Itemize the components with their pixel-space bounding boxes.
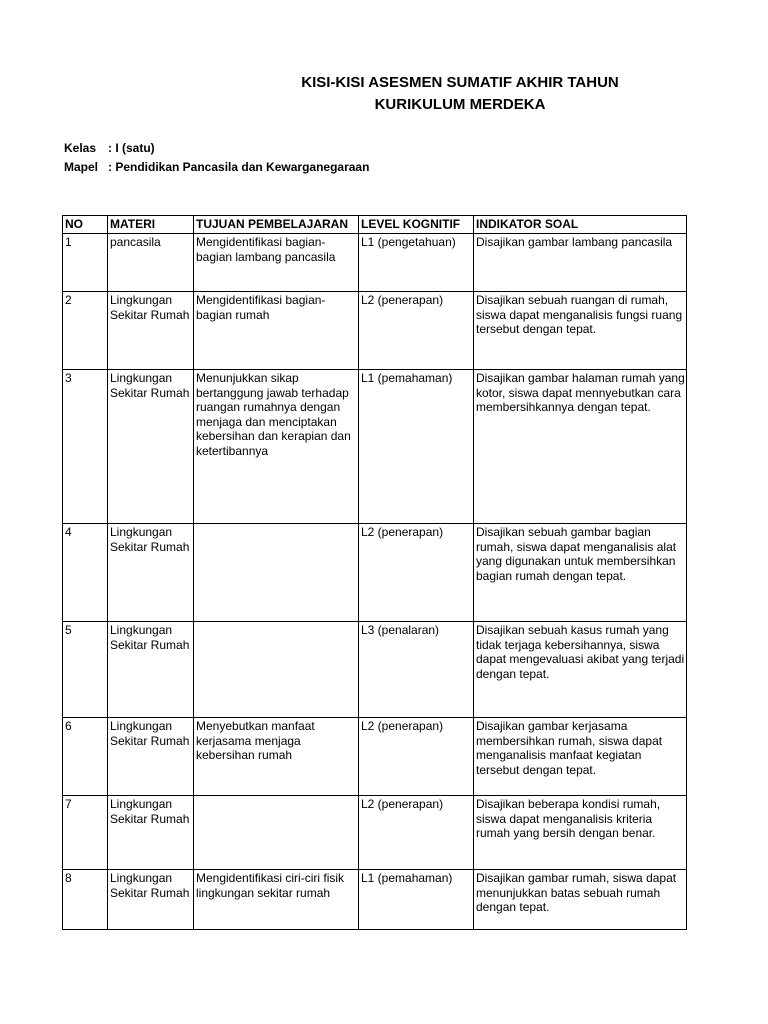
table-header-row <box>63 216 687 234</box>
kisi-kisi-table <box>62 215 687 930</box>
document-title <box>230 72 690 116</box>
cell-tujuan: Menyebutkan manfaat kerjasama menjaga kebersihan rumah <box>194 718 359 796</box>
cell-tujuan: Menunjukkan sikap bertanggung jawab terhadap ruangan rumahnya dengan menjaga dan menciptakan kebersihan dan kerapian dan ketertibannya <box>194 370 359 524</box>
cell-no: 1 <box>63 234 108 292</box>
cell-no: 3 <box>63 370 108 524</box>
table-row <box>63 718 687 796</box>
cell-indikator: Disajikan beberapa kondisi rumah, siswa dapat menganalisis kriteria rumah yang bersih dengan benar. <box>474 796 687 870</box>
cell-indikator: Disajikan sebuah gambar bagian rumah, siswa dapat menganalisis alat yang digunakan untuk membersihkan bagian rumah dengan tepat. <box>474 524 687 622</box>
table-row <box>63 370 687 524</box>
table-row <box>63 622 687 718</box>
cell-tujuan <box>194 524 359 622</box>
cell-materi: pancasila <box>108 234 194 292</box>
cell-indikator: Disajikan gambar rumah, siswa dapat menunjukkan batas sebuah rumah dengan tepat. <box>474 870 687 930</box>
table-row <box>63 524 687 622</box>
mapel-label: Mapel <box>64 160 99 174</box>
cell-no: 5 <box>63 622 108 718</box>
cell-level: L2 (penerapan) <box>359 524 474 622</box>
meta-mapel <box>64 158 369 176</box>
header-tujuan: TUJUAN PEMBELAJARAN <box>194 216 359 234</box>
meta-kelas <box>64 139 155 157</box>
header-materi: MATERI <box>108 216 194 234</box>
cell-level: L1 (pengetahuan) <box>359 234 474 292</box>
cell-level: L2 (penerapan) <box>359 718 474 796</box>
cell-level: L2 (penerapan) <box>359 796 474 870</box>
cell-indikator: Disajikan gambar kerjasama membersihkan rumah, siswa dapat menganalisis manfaat kegiatan tersebut dengan tepat. <box>474 718 687 796</box>
cell-no: 4 <box>63 524 108 622</box>
header-indikator: INDIKATOR SOAL <box>474 216 687 234</box>
table-row <box>63 292 687 370</box>
cell-materi: Lingkungan Sekitar Rumah <box>108 622 194 718</box>
table-row <box>63 796 687 870</box>
title-line-1: KISI-KISI ASESMEN SUMATIF AKHIR TAHUN <box>301 74 619 91</box>
cell-tujuan <box>194 796 359 870</box>
cell-level: L3 (penalaran) <box>359 622 474 718</box>
mapel-value: : Pendidikan Pancasila dan Kewarganegaraan <box>108 160 370 174</box>
cell-level: L1 (pemahaman) <box>359 370 474 524</box>
kelas-value: : I (satu) <box>108 141 155 155</box>
cell-materi: Lingkungan Sekitar Rumah <box>108 796 194 870</box>
cell-no: 2 <box>63 292 108 370</box>
cell-materi: Lingkungan Sekitar Rumah <box>108 524 194 622</box>
title-line-2: KURIKULUM MERDEKA <box>374 96 546 113</box>
cell-level: L1 (pemahaman) <box>359 870 474 930</box>
cell-materi: Lingkungan Sekitar Rumah <box>108 292 194 370</box>
header-no: NO <box>63 216 108 234</box>
header-level: LEVEL KOGNITIF <box>359 216 474 234</box>
cell-tujuan: Mengidentifikasi ciri-ciri fisik lingkungan sekitar rumah <box>194 870 359 930</box>
cell-no: 8 <box>63 870 108 930</box>
cell-no: 7 <box>63 796 108 870</box>
table-row <box>63 234 687 292</box>
cell-tujuan: Mengidentifikasi bagian-bagian rumah <box>194 292 359 370</box>
cell-materi: Lingkungan Sekitar Rumah <box>108 370 194 524</box>
cell-tujuan <box>194 622 359 718</box>
cell-tujuan: Mengidentifikasi bagian-bagian lambang pancasila <box>194 234 359 292</box>
cell-materi: Lingkungan Sekitar Rumah <box>108 718 194 796</box>
cell-indikator: Disajikan gambar lambang pancasila <box>474 234 687 292</box>
cell-level: L2 (penerapan) <box>359 292 474 370</box>
cell-materi: Lingkungan Sekitar Rumah <box>108 870 194 930</box>
cell-indikator: Disajikan sebuah kasus rumah yang tidak terjaga kebersihannya, siswa dapat mengevaluasi akibat yang terjadi dengan tepat. <box>474 622 687 718</box>
cell-indikator: Disajikan sebuah ruangan di rumah, siswa dapat menganalisis fungsi ruang tersebut dengan tepat. <box>474 292 687 370</box>
table-row <box>63 870 687 930</box>
cell-no: 6 <box>63 718 108 796</box>
kelas-label: Kelas <box>64 141 97 155</box>
cell-indikator: Disajikan gambar halaman rumah yang kotor, siswa dapat mennyebutkan cara membersihkannya dengan tepat. <box>474 370 687 524</box>
